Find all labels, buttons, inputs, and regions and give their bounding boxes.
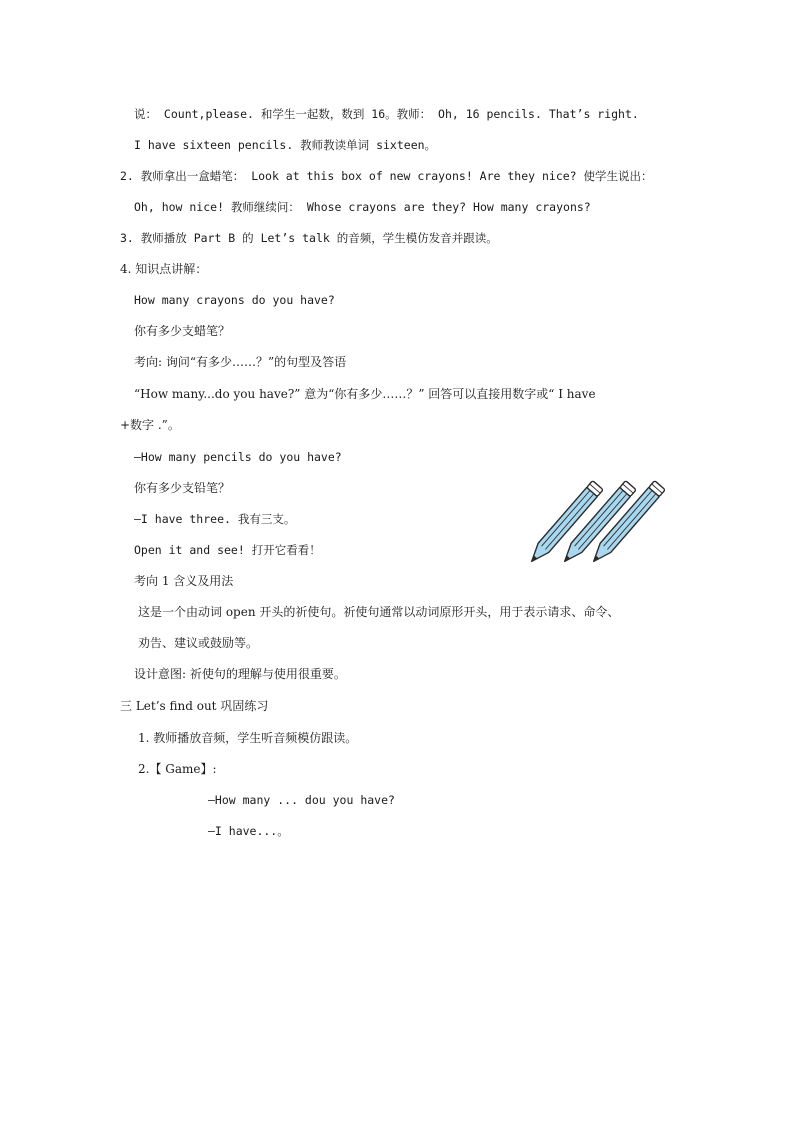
text-line: 这是一个由动词 open 开头的祈使句。祈使句通常以动词原形开头，用于表示请求、命令、 [138,605,620,619]
dialogue-line: —How many ... dou you have? [208,793,395,807]
text-line: 2.【 Game】: [138,762,217,776]
translation: 你有多少支蜡笔？ [134,324,231,338]
text-line: 2. 教师拿出一盒蜡笔： Look at this box of new crayons! Are they nice? 使学生说出： [120,169,653,183]
example-sentence: Open it and see! 打开它看看！ [134,543,321,557]
text-line: +数字 .”。 [120,418,180,432]
text-line: 考向: 询问“有多少……？”的句型及答语 [134,355,347,369]
section-heading: 4. 知识点讲解： [120,262,208,276]
dialogue-line: —I have...。 [208,824,289,838]
text-line: 3. 教师播放 Part B 的 Let’s talk 的音频，学生模仿发音并跟读。 [120,231,498,245]
section-heading: 三 Let’s find out 巩固练习 [120,699,269,713]
text-line: 设计意图: 祈使句的理解与使用很重要。 [134,667,346,681]
three-pencils-icon [500,480,670,585]
translation: 你有多少支铅笔？ [134,481,231,495]
example-sentence: How many crayons do you have? [134,293,335,307]
text-line: “How many...do you have?” 意为“你有多少……？” 回答可以直接用数字或“ I have [134,387,596,401]
dialogue-line: —How many pencils do you have? [134,450,342,464]
text-line: 考向 1 含义及用法 [134,574,234,588]
text-line: 说： Count,please. 和学生一起数，数到 16。教师： Oh, 16 pencils. That’s right. [134,107,639,121]
text-line: I have sixteen pencils. 教师教读单词 sixteen。 [134,138,437,152]
dialogue-line: —I have three. 我有三支。 [134,512,296,526]
text-line: 劝告、建议或鼓励等。 [138,636,259,650]
text-line: 1. 教师播放音频，学生听音频模仿跟读。 [138,731,358,745]
text-line: Oh, how nice! 教师继续问： Whose crayons are they? How many crayons? [134,200,591,214]
